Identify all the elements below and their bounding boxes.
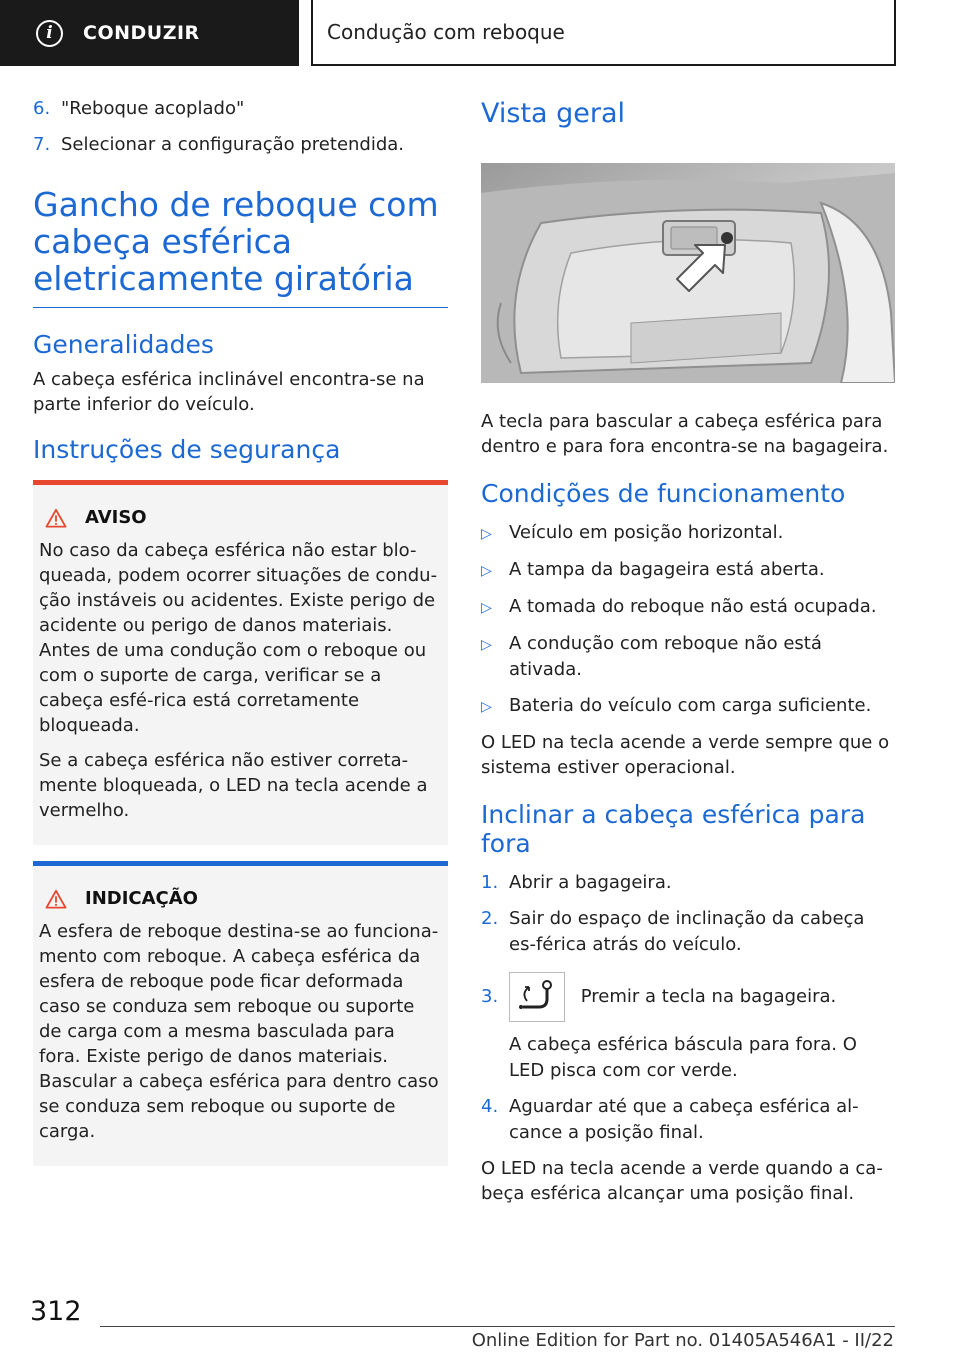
inclinar-heading: Inclinar a cabeça esférica para fora — [481, 800, 866, 858]
condicoes-list — [481, 520, 895, 720]
generalidades-text: A cabeça esférica inclinável encontra-se na parte inferior do veículo. — [33, 369, 425, 415]
note-title: INDICAÇÃO — [39, 888, 442, 909]
generalidades-heading: Generalidades — [33, 330, 214, 359]
triangle-bullet-icon: ▷ — [481, 699, 492, 715]
warning-triangle-icon — [45, 889, 67, 909]
condicoes-heading: Condições de funcionamento — [481, 479, 846, 508]
vista-text: A tecla para bascular a cabeça esférica para dentro e para fora encontra-se na bagageira. — [481, 411, 889, 457]
warning-text-2: Se a cabeça esférica não estiver correta-mente bloqueada, o LED na tecla acende a vermelho. — [39, 750, 428, 821]
footer-edition: Online Edition for Part no. 01405A546A1 - II/22 — [471, 1330, 894, 1351]
header-section-tab — [0, 0, 299, 66]
note-text: A esfera de reboque destina-se ao funciona-mento com reboque. A cabeça esférica da esfera de reboque pode ficar deformada caso se conduza sem reboque ou suporte de carga com a mesma basculada para fora. Existe perigo de danos materiais. Bascular a cabeça esférica para dentro caso se conduza sem reboque ou suporte de carga. — [39, 921, 439, 1142]
warning-text-1: No caso da cabeça esférica não estar blo-queada, podem ocorrer situações de condu-ção instáveis ou acidentes. Existe perigo de acidente ou perigo de danos materiais. Antes de uma condução com o reboque ou com o suporte de carga, verificar se a cabeça esfé-rica está corretamente bloqueada. — [39, 540, 438, 736]
list-item: ▷ A tomada do reboque não está ocupada. — [481, 594, 895, 621]
warning-box — [33, 480, 448, 845]
warning-title: AVISO — [39, 507, 442, 528]
vista-heading: Vista geral — [481, 98, 626, 129]
trunk-button-photo — [481, 163, 895, 383]
list-item: ▷ A tampa da bagageira está aberta. — [481, 557, 895, 584]
info-icon: i — [36, 20, 63, 47]
step-7: 7. Selecionar a configuração pretendida. — [33, 134, 405, 155]
list-item: ▷ Bateria do veículo com carga suficiente. — [481, 693, 895, 720]
warning-triangle-icon — [45, 508, 67, 528]
left-column — [33, 96, 448, 1166]
step-1: 1. Abrir a bagageira. — [481, 872, 672, 893]
step-2: 2. Sair do espaço de inclinação da cabeça es-férica atrás do veículo. — [481, 908, 865, 955]
footer-divider — [100, 1326, 895, 1327]
list-item: ▷ A condução com reboque não está ativada. — [481, 631, 895, 683]
seguranca-heading: Instruções de segurança — [33, 435, 341, 464]
final-text: O LED na tecla acende a verde quando a ca-beça esférica alcançar uma posição final. — [481, 1158, 883, 1204]
page-number: 312 — [30, 1296, 82, 1327]
header-chapter-tab — [311, 0, 896, 66]
triangle-bullet-icon: ▷ — [481, 637, 492, 653]
triangle-bullet-icon: ▷ — [481, 526, 492, 542]
step-4: 4. Aguardar até que a cabeça esférica al-cance a posição final. — [481, 1096, 859, 1143]
main-heading: Gancho de reboque com cabeça esférica eletricamente giratória — [33, 186, 448, 308]
triangle-bullet-icon: ▷ — [481, 600, 492, 616]
note-box — [33, 861, 448, 1166]
led-text: O LED na tecla acende a verde sempre que o sistema estiver operacional. — [481, 732, 890, 778]
triangle-bullet-icon: ▷ — [481, 563, 492, 579]
step-3: 3. Premir a tecla na bagageira. — [481, 972, 895, 1022]
tow-hitch-button-icon — [509, 972, 565, 1022]
list-item: ▷ Veículo em posição horizontal. — [481, 520, 895, 547]
step-3-result: A cabeça esférica báscula para fora. O LED pisca com cor verde. — [509, 1034, 857, 1081]
header-chapter-title: Condução com reboque — [327, 20, 565, 44]
header-section-title: CONDUZIR — [83, 22, 200, 44]
right-column — [481, 98, 895, 1216]
step-6: 6. "Reboque acoplado" — [33, 98, 245, 119]
